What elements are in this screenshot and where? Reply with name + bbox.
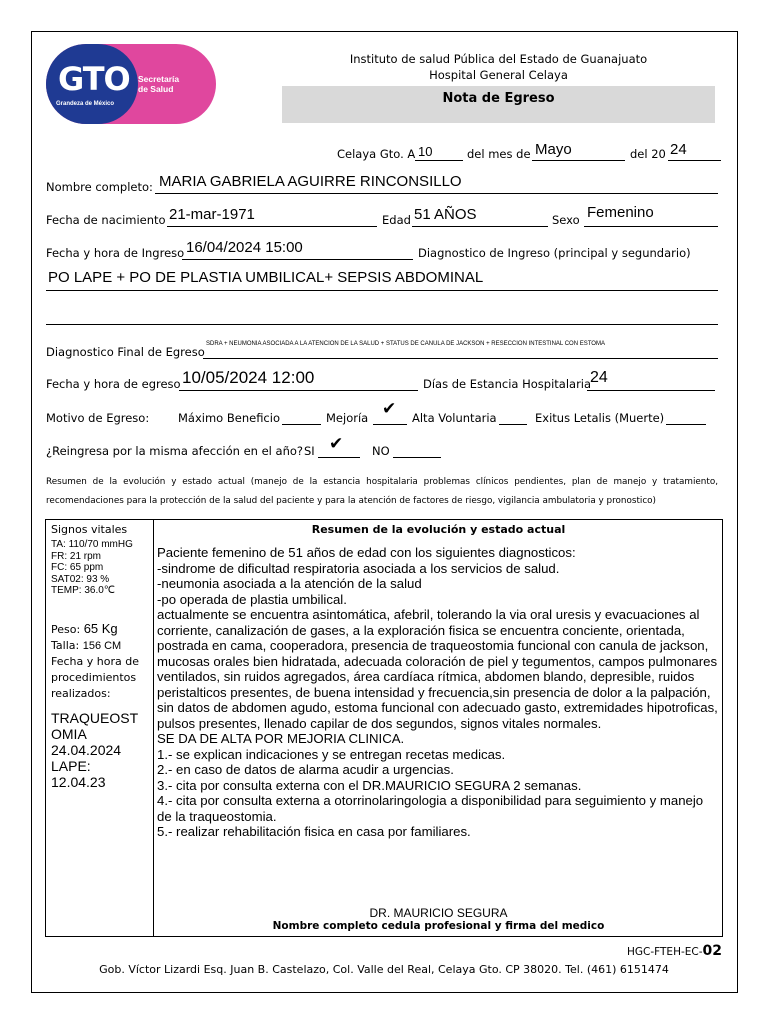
name-line — [155, 193, 718, 194]
vitals-column — [46, 520, 153, 790]
gto-logo — [46, 44, 216, 124]
vitals-fr: FR: 21 rpm — [51, 550, 102, 562]
death-label: Exitus Letalis (Muerte) — [535, 411, 665, 425]
improvement-line — [373, 424, 407, 425]
doctor-signature-label: Nombre completo cedula profesional y firma del medico — [272, 920, 605, 932]
proc-label-3: realizados: — [51, 686, 111, 700]
age-value: 51 AÑOS — [414, 206, 477, 223]
dx-in-line-1 — [46, 290, 718, 291]
birth-line — [167, 226, 377, 227]
patient-name: MARIA GABRIELA AGUIRRE RINCONSILLO — [159, 173, 462, 190]
summary-body: Paciente femenino de 51 años de edad con los siguientes diagnosticos: -sindrome de dificultad respiratoria asociada a los servicios de salud. -neumonia asociada a la atención de la salud -po operada de plastia umbilical. actualmente se encuentra asintomática, afebril, tolerando la via oral uresis y evacuaciones al corriente, canalización de gases, a la exploración fisica se encuentra conciente, orientada, postrada en cama, cooperadora, presencia de traqueostomia funcional con canula de jackson, mucosas orales bien hidratada, adecuada coloración de piel y tegumentos, campos pulmonares ventilados, sin ruidos agregados, área cardíaca rítmica, abdomen blando, depresible, ruidos peristalticos presentes, de buena intensidad y frecuencia,sin presencia de dolor a la palpación, sin datos de abdomen agudo, estoma funcional con adecuado gasto, extremidades hipotroficas, pulsos presentes, llenado capilar de dos segundos, signos vitales normales. SE DA DE ALTA POR MEJORIA CLINICA. 1.- se explican indicaciones y se entregan recetas medicas. 2.- en caso de datos de alarma acudir a urgencias. 3.- cita por consulta externa con el DR.MAURICIO SEGURA 2 semanas. 4.- cita por consulta externa a otorrinolaringologia a disponibilidad para seguimiento y manejo de la traqueostomia. 5.- realizar rehabilitación fisica en casa por familiares. — [157, 545, 718, 839]
sex-line — [584, 226, 718, 227]
sex-label: Sexo — [552, 213, 580, 227]
discharge-value: 10/05/2024 12:00 — [182, 368, 315, 387]
admit-value: 16/04/2024 15:00 — [186, 239, 303, 256]
age-line — [412, 226, 548, 227]
resumen-instructions: Resumen de la evolución y estado actual (manejo de la estancia hospitalaria problemas clínicos pendientes, plan de manejo y tratamiento, recomendaciones para la protección de la salud del paciente y para la atención de factores de riesgo, vigilancia ambulatoria y pronostico) — [46, 477, 718, 506]
reingresa-label: ¿Reingresa por la misma afección en el año? — [46, 444, 304, 458]
proc-label-1: Fecha y hora de — [51, 654, 139, 668]
vitals-header: Signos vitales — [51, 523, 128, 536]
dx-final-line — [203, 358, 718, 359]
stay-label: Días de Estancia Hospitalaria — [423, 377, 592, 391]
max-benefit-line — [282, 424, 321, 425]
name-label: Nombre completo: — [46, 180, 153, 194]
title-bar — [282, 86, 715, 123]
dx-in-value: PO LAPE + PO DE PLASTIA UMBILICAL+ SEPSIS ABDOMINAL — [48, 269, 484, 286]
doctor-name: DR. MAURICIO SEGURA — [369, 906, 508, 920]
proc-5: 12.04.23 — [51, 773, 106, 790]
logo-brand: GTO — [58, 60, 130, 98]
summary-table — [45, 519, 723, 937]
reingresa-si-line — [318, 457, 360, 458]
voluntary-line — [499, 424, 527, 425]
reingresa-si-label: SI — [304, 444, 315, 458]
footer-address: Gob. Víctor Lizardi Esq. Juan B. Castelazo, Col. Valle del Real, Celaya Gto. CP 38020. Tel. (461) 6151474 — [99, 963, 669, 976]
weight-row: Peso: 65 Kg — [51, 620, 118, 636]
proc-2: OMIA — [51, 725, 87, 742]
hospital-name: Hospital General Celaya — [429, 68, 568, 82]
month-value: Mayo — [535, 141, 572, 158]
column-divider — [153, 520, 154, 937]
admit-label: Fecha y hora de Ingreso — [46, 246, 185, 260]
proc-label-2: procedimientos — [51, 670, 137, 684]
reingresa-no-label: NO — [372, 444, 390, 458]
sex-value: Femenino — [587, 204, 654, 221]
improvement-check-icon: ✔ — [382, 399, 397, 419]
age-label: Edad — [382, 213, 411, 227]
logo-tagline: Grandeza de México — [56, 101, 115, 107]
birth-label: Fecha de nacimiento — [46, 213, 166, 227]
logo-department: Secretaría de Salud — [138, 74, 180, 94]
year-line — [668, 160, 721, 161]
vitals-temp: TEMP: 36.0℃ — [51, 585, 116, 596]
day-line — [415, 160, 463, 161]
vitals-ta: TA: 110/70 mmHG — [51, 539, 133, 550]
voluntary-label: Alta Voluntaria — [412, 411, 497, 425]
improvement-label: Mejoría — [326, 411, 369, 425]
dx-final-value: SDRA + NEUMONIA ASOCIADA A LA ATENCION DE LA SALUD + STATUS DE CANULA DE JACKSON + RESECCION INTESTINAL CON ESTOMA — [206, 341, 605, 347]
vitals-fc: FC: 65 ppm — [51, 562, 104, 573]
reingresa-check-icon: ✔ — [329, 434, 344, 454]
max-benefit-label: Máximo Beneficio — [178, 411, 280, 425]
discharge-line — [179, 390, 418, 391]
dx-in-label: Diagnostico de Ingreso (principal y segundario) — [418, 246, 691, 260]
motivo-label: Motivo de Egreso: — [46, 411, 150, 425]
month-label: del mes de — [467, 147, 531, 161]
month-line — [532, 160, 625, 161]
proc-1: TRAQUEOST — [51, 709, 139, 726]
institute-name: Instituto de salud Pública del Estado de Guanajuato — [349, 52, 648, 66]
proc-3: 24.04.2024 — [51, 741, 122, 758]
stay-line — [587, 390, 715, 391]
dx-final-label: Diagnostico Final de Egreso — [46, 345, 205, 359]
death-line — [666, 424, 706, 425]
discharge-label: Fecha y hora de egreso — [46, 377, 181, 391]
height-row: Talla: 156 CM — [51, 638, 122, 652]
dx-in-line-2 — [46, 324, 718, 325]
date-prefix-label: Celaya Gto. A — [337, 147, 416, 161]
summary-header: Resumen de la evolución y estado actual — [311, 523, 566, 536]
vitals-sat: SAT02: 93 % — [51, 573, 110, 585]
year-label: del 20 — [630, 147, 666, 161]
summary-column — [154, 520, 723, 932]
page-title: Nota de Egreso — [442, 91, 555, 106]
day-value: 10 — [418, 144, 433, 159]
birth-value: 21-mar-1971 — [169, 206, 255, 223]
reingresa-no-line — [393, 457, 441, 458]
proc-4: LAPE: — [51, 757, 91, 774]
admit-line — [182, 259, 413, 260]
year-value: 24 — [670, 141, 687, 158]
form-code: HGC-FTEH-EC-02 — [627, 943, 722, 959]
stay-value: 24 — [590, 369, 608, 386]
